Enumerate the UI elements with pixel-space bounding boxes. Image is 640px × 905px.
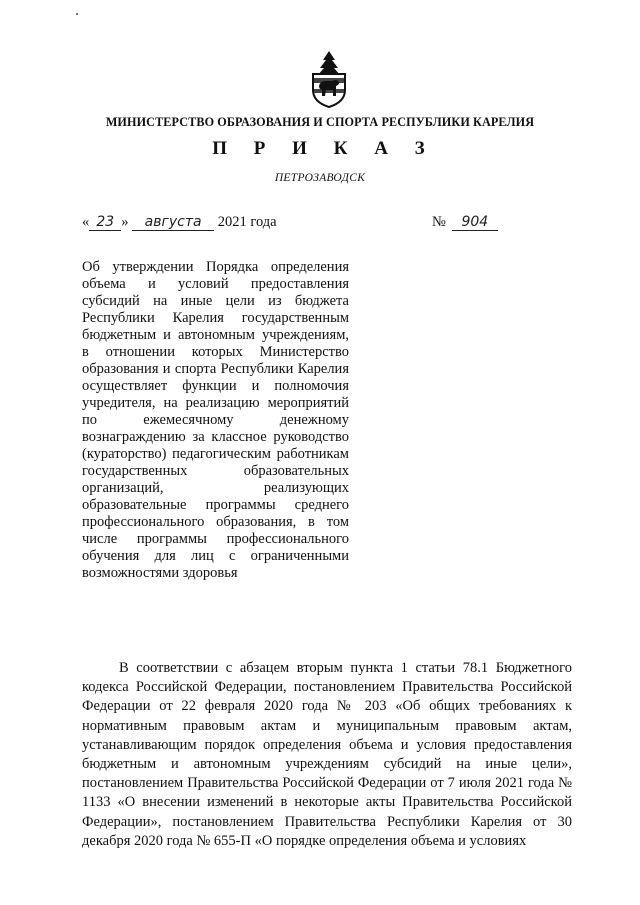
date-open-quote: « <box>82 214 90 230</box>
date-day-handwritten: 23 <box>89 215 121 231</box>
number-sign: № <box>432 214 446 230</box>
karelia-coat-of-arms-icon <box>308 50 350 108</box>
document-number <box>432 214 498 231</box>
date-year: 2021 года <box>217 214 277 230</box>
document-date <box>82 214 277 231</box>
document-title: П Р И К А З <box>212 138 436 159</box>
order-subject: Об утверждении Порядка определения объема и условий предоставления субсидий на иные цели из бюджета Республики Карелия государственным бюджетным и автономным учреждениям, в отношении которых Министерство образования и спорта Республики Карелия осуществляет функции и полномочия учредителя, на реализацию мероприятий по ежемесячному денежному вознаграждению за классное руководство (кураторство) педагогическим работникам государственных образовательных организаций, реализующих образовательные программы среднего профессионального образования, в том числе программы профессионального обучения для лиц с ограниченными возможностями здоровья <box>82 259 349 581</box>
order-body-paragraph: В соответствии с абзацем вторым пункта 1 статьи 78.1 Бюджетного кодекса Российской Федерации, постановлением Правительства Российской Федерации от 22 февраля 2020 года № 203 «Об общих требованиях к нормативным правовым актам и муниципальным правовым актам, устанавливающим порядок определения объема и условия предоставления бюджетным и автономным учреждениям субсидий на иные цели», постановлением Правительства Российской Федерации от 7 июля 2021 года № 1133 «О внесении изменений в некоторые акты Правительства Российской Федерации», постановлением Правительства Республики Карелия от 30 декабря 2020 года № 655-П «О порядке определения объема и условиях <box>82 660 572 849</box>
date-month-handwritten: августа <box>132 215 214 231</box>
city-name: ПЕТРОЗАВОДСК <box>274 172 366 184</box>
number-handwritten: 904 <box>452 215 498 231</box>
scan-speck <box>76 13 78 15</box>
ministry-name: МИНИСТЕРСТВО ОБРАЗОВАНИЯ И СПОРТА РЕСПУБЛИКИ КАРЕЛИЯ <box>105 115 535 129</box>
date-close-quote: » <box>121 214 129 230</box>
